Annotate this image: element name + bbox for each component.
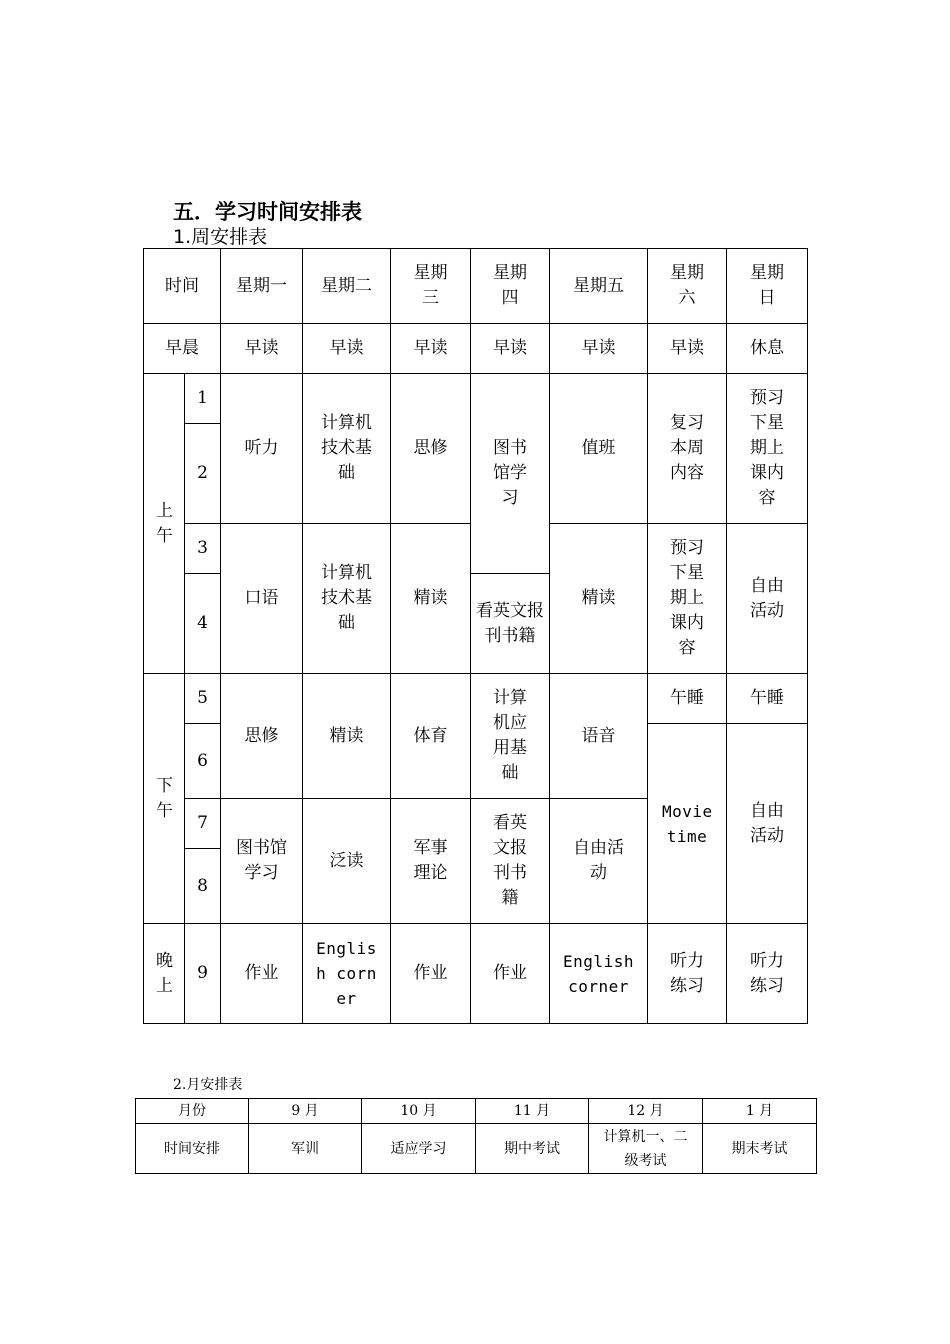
month-cell: 期中考试 xyxy=(476,1124,589,1174)
month-header-cell: 10 月 xyxy=(362,1099,476,1124)
schedule-cell: 精读 xyxy=(550,524,648,674)
schedule-cell: 思修 xyxy=(391,374,471,524)
month-header-cell: 月份 xyxy=(136,1099,249,1124)
schedule-cell: 午睡 xyxy=(727,674,808,724)
schedule-cell: 计算机应用基础 xyxy=(471,674,550,799)
month-cell: 军训 xyxy=(249,1124,362,1174)
schedule-cell: 早读 xyxy=(471,324,550,374)
table-row xyxy=(144,324,808,374)
schedule-cell: Movie time xyxy=(648,724,727,924)
schedule-cell: 午睡 xyxy=(648,674,727,724)
header-cell-monday: 星期一 xyxy=(221,249,303,324)
header-cell-friday: 星期五 xyxy=(550,249,648,324)
header-cell-wednesday: 星期三 xyxy=(391,249,471,324)
session-label-evening: 晚上 xyxy=(144,924,185,1024)
schedule-cell: 图书馆学习 xyxy=(471,374,550,574)
schedule-cell: 预习下星期上课内容 xyxy=(648,524,727,674)
schedule-cell: English corner xyxy=(550,924,648,1024)
schedule-cell: 图书馆学习 xyxy=(221,799,303,924)
schedule-cell: 作业 xyxy=(471,924,550,1024)
schedule-cell: 早读 xyxy=(391,324,471,374)
weekly-schedule-label: 1.周安排表 xyxy=(173,226,268,248)
period-number: 1 xyxy=(185,374,221,424)
period-number: 7 xyxy=(185,799,221,849)
schedule-cell: 精读 xyxy=(303,674,391,799)
schedule-cell: 作业 xyxy=(221,924,303,1024)
period-number: 6 xyxy=(185,724,221,799)
table-row xyxy=(144,249,808,324)
period-number: 8 xyxy=(185,849,221,924)
header-cell-sunday: 星期日 xyxy=(727,249,808,324)
schedule-cell: 听力练习 xyxy=(648,924,727,1024)
header-cell-thursday: 星期四 xyxy=(471,249,550,324)
period-number: 3 xyxy=(185,524,221,574)
schedule-cell: English corner xyxy=(303,924,391,1024)
schedule-cell: 军事理论 xyxy=(391,799,471,924)
header-cell-saturday: 星期六 xyxy=(648,249,727,324)
month-cell: 计算机一、二级考试 xyxy=(589,1124,703,1174)
period-number: 9 xyxy=(185,924,221,1024)
schedule-cell: 听力 xyxy=(221,374,303,524)
schedule-cell: 早读 xyxy=(221,324,303,374)
table-row xyxy=(144,674,808,724)
session-label-am: 上午 xyxy=(144,374,185,674)
schedule-cell: 自由活动 xyxy=(550,799,648,924)
schedule-cell: 早读 xyxy=(648,324,727,374)
page-title: 五．学习时间安排表 xyxy=(173,200,362,224)
schedule-cell: 自由活动 xyxy=(727,724,808,924)
schedule-cell: 计算机技术基础 xyxy=(303,374,391,524)
period-number: 2 xyxy=(185,424,221,524)
schedule-cell: 值班 xyxy=(550,374,648,524)
schedule-cell: 体育 xyxy=(391,674,471,799)
table-row xyxy=(144,374,808,424)
schedule-cell: 精读 xyxy=(391,524,471,674)
schedule-cell: 作业 xyxy=(391,924,471,1024)
month-header-cell: 12 月 xyxy=(589,1099,703,1124)
schedule-cell: 预习下星期上课内容 xyxy=(727,374,808,524)
schedule-cell: 口语 xyxy=(221,524,303,674)
table-row xyxy=(136,1124,817,1174)
schedule-cell: 计算机技术基础 xyxy=(303,524,391,674)
schedule-cell: 泛读 xyxy=(303,799,391,924)
schedule-cell: 看英文报刊书籍 xyxy=(471,574,550,674)
period-number: 4 xyxy=(185,574,221,674)
header-cell-tuesday: 星期二 xyxy=(303,249,391,324)
period-number: 5 xyxy=(185,674,221,724)
weekly-schedule-table xyxy=(143,248,808,1024)
month-header-cell: 11 月 xyxy=(476,1099,589,1124)
schedule-cell: 思修 xyxy=(221,674,303,799)
month-cell: 期末考试 xyxy=(703,1124,817,1174)
month-header-cell: 1 月 xyxy=(703,1099,817,1124)
header-cell-time: 时间 xyxy=(144,249,221,324)
monthly-schedule-table xyxy=(135,1098,817,1174)
schedule-cell: 自由活动 xyxy=(727,524,808,674)
schedule-cell: 复习本周内容 xyxy=(648,374,727,524)
month-header-cell: 9 月 xyxy=(249,1099,362,1124)
schedule-cell: 早读 xyxy=(303,324,391,374)
month-row-label: 时间安排 xyxy=(136,1124,249,1174)
month-cell: 适应学习 xyxy=(362,1124,476,1174)
schedule-cell: 听力练习 xyxy=(727,924,808,1024)
table-row xyxy=(136,1099,817,1124)
table-row xyxy=(144,924,808,1024)
monthly-schedule-label: 2.月安排表 xyxy=(173,1077,243,1093)
schedule-cell: 语音 xyxy=(550,674,648,799)
schedule-cell: 休息 xyxy=(727,324,808,374)
schedule-cell: 看英文报刊书籍 xyxy=(471,799,550,924)
morning-label: 早晨 xyxy=(144,324,221,374)
schedule-cell: 早读 xyxy=(550,324,648,374)
session-label-pm: 下午 xyxy=(144,674,185,924)
